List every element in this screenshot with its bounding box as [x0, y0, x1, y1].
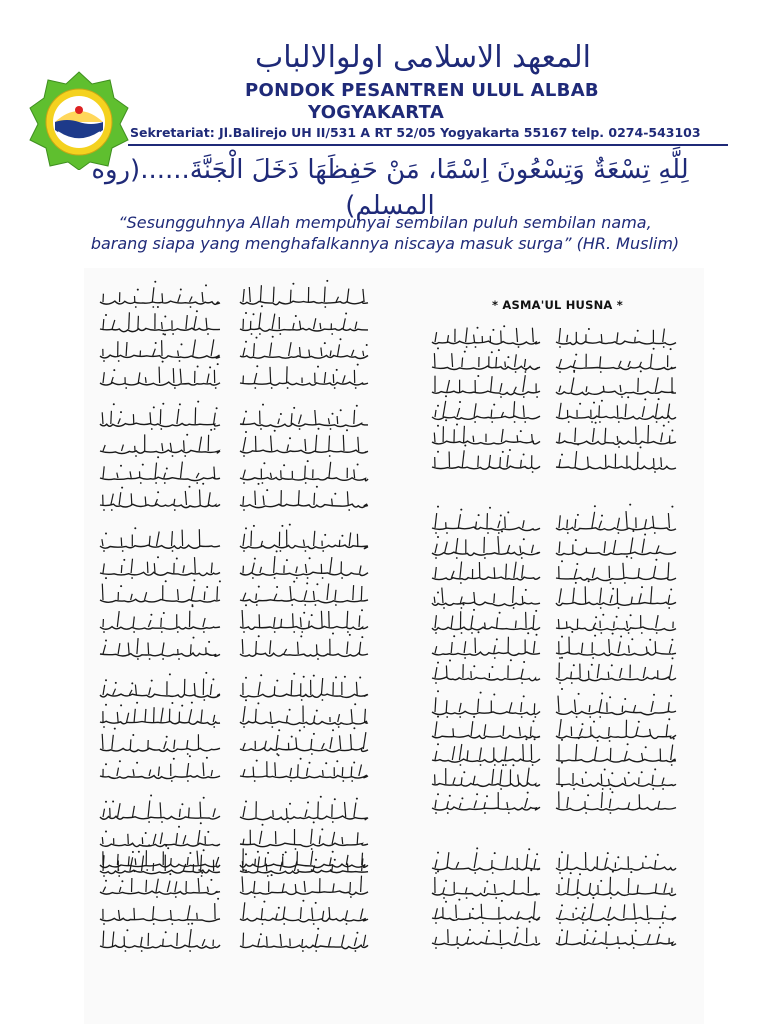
letterhead — [0, 0, 768, 268]
hadith-translation — [30, 212, 740, 254]
institution-name: PONDOK PESANTREN ULUL ALBAB — [245, 80, 599, 101]
handwritten-scan — [84, 268, 704, 1024]
hadith-translation-line-1: “Sesungguhnya Allah mempunyai sembilan puluh sembilan nama, — [118, 213, 652, 232]
asmaul-husna-title: * ASMA'UL HUSNA * — [492, 298, 623, 312]
hadith-translation-line-2: barang siapa yang menghafalkannya niscaya masuk surga” (HR. Muslim) — [90, 234, 680, 253]
hadith-arabic-line-2: المسلم) — [345, 191, 435, 221]
arabic-institution-title: المعهد الاسلامى اولوالالباب — [255, 40, 591, 75]
secretariat-address: Sekretariat: Jl.Balirejo UH II/531 A RT 52/05 Yogyakarta 55167 telp. 0274-543103 — [130, 125, 701, 140]
hadith-arabic-line-1: لِلَّهِ تِسْعَةٌ وَتِسْعُونَ اِسْمًا، مَنْ حَفِظَهَا دَخَلَ الْجَنَّةَ......(روه — [91, 155, 689, 185]
header-divider — [128, 144, 728, 146]
institution-city: YOGYAKARTA — [308, 102, 445, 123]
